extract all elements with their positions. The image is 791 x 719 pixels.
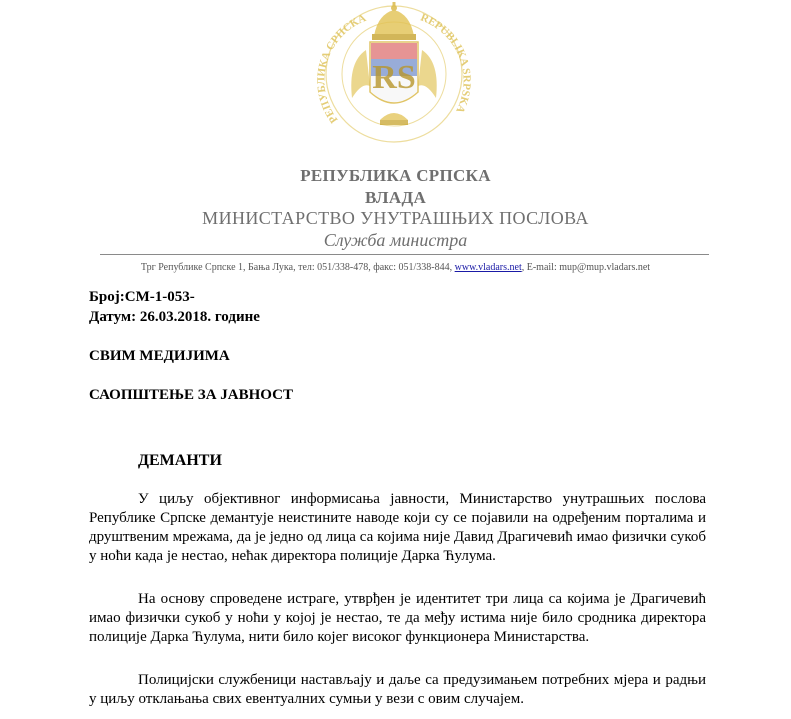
body-paragraph-2: На основу спроведене истраге, утврђен је идентитет три лица са којима је Драгичевић имао физички сукоб у ноћи у којој је нестао, те да међу истима није било сродника директора полиције Дарка Ћулума, нити било којег високог функционера Министарства.	[89, 591, 706, 645]
recipient-heading: СВИМ МЕДИЈИМА	[89, 348, 230, 364]
header-government: ВЛАДА	[364, 188, 427, 207]
coat-of-arms-seal	[308, 2, 480, 144]
header-republic: РЕПУБЛИКА СРПСКА	[300, 166, 491, 185]
document-title: ДЕМАНТИ	[138, 452, 222, 469]
document-type-heading: САОПШТЕЊЕ ЗА ЈАВНОСТ	[89, 387, 293, 403]
body-paragraph-1: У циљу објективног информисања јавности, Министарство унутрашњих послова Републике Српске демантује неистините наводе који су се појавили на одређеним порталима и друштвеним мрежама, да је једно од лица са којима није Давид Драгичевић имао физички сукоб у ноћи када је нестао, нећак директора полиције Дарка Ћулума.	[89, 491, 706, 564]
body-paragraph-3: Полицијски службеници настављају и даље са предузимањем потребних мјера и радњи у циљу отклањања свих евентуалних сумњи у вези с овим случајем.	[89, 672, 706, 707]
contact-email: , E-mail: mup@mup.vladars.net	[521, 262, 651, 273]
header-divider	[100, 254, 709, 255]
bottom-crown-icon	[380, 113, 408, 125]
header-ministry: МИНИСТАРСТВО УНУТРАШЊИХ ПОСЛОВА	[202, 208, 589, 228]
contact-line	[0, 262, 791, 273]
document-date: Датум: 26.03.2018. године	[89, 309, 260, 325]
header-office: Служба министра	[323, 230, 468, 250]
seal-ring-text-left: РЕПУБЛИКА СРПСКА	[315, 12, 368, 126]
website-link[interactable]: www.vladars.net	[454, 262, 522, 273]
seal-ring-text-right: REPUBLIKA SRPSKA	[418, 11, 473, 115]
document-number: Број:СМ-1-053-	[89, 289, 195, 305]
contact-address: Трг Републике Српске 1, Бања Лука, тел: 051/338-478, факс: 051/338-844,	[140, 262, 455, 273]
seal-monogram: RS	[372, 59, 416, 96]
